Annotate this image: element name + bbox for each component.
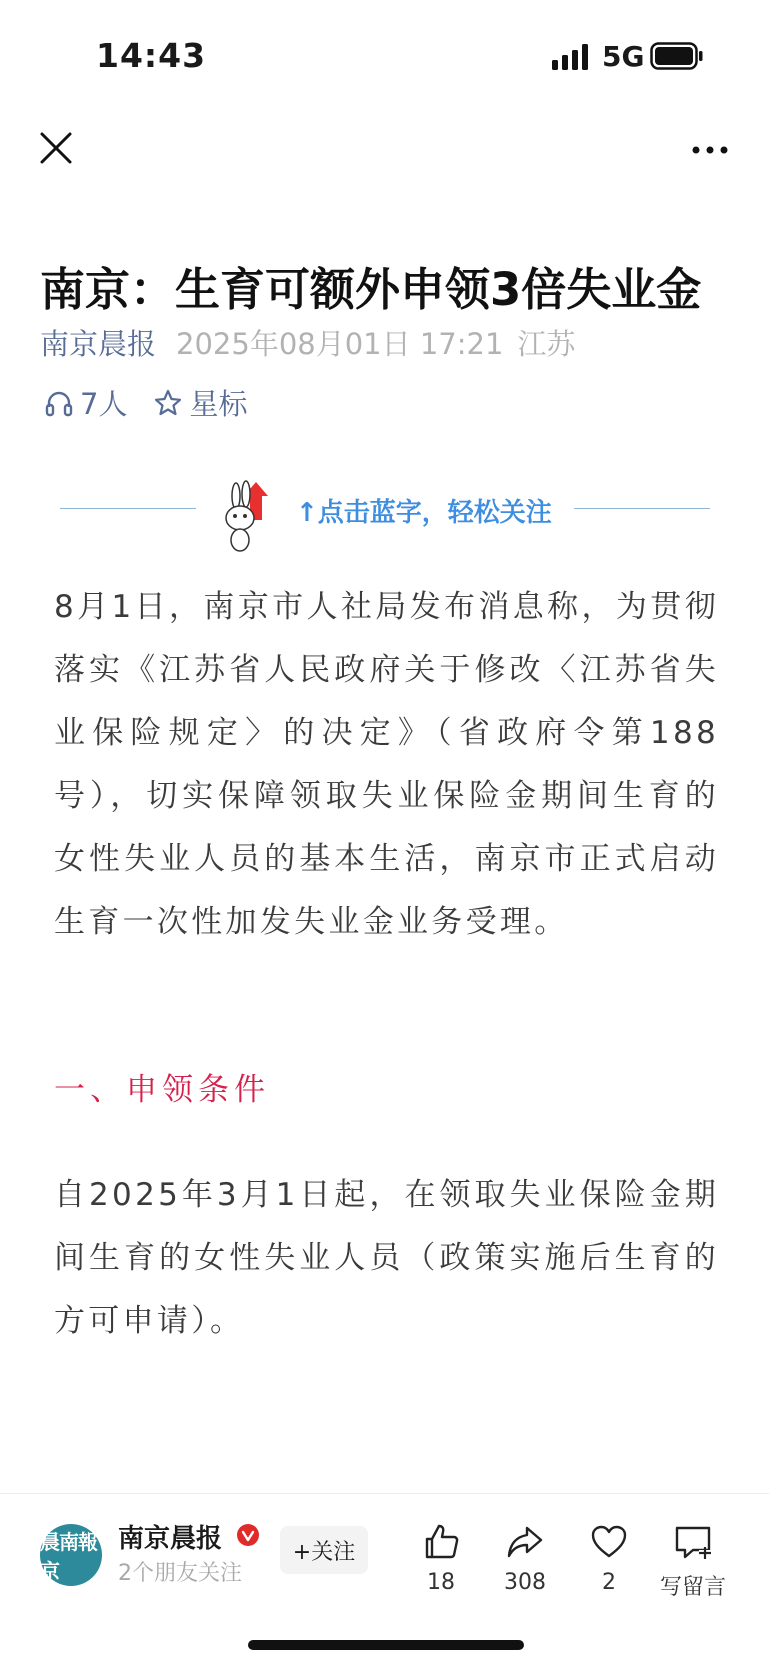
section-title: 一、申领条件	[54, 1072, 270, 1108]
comment-button[interactable]	[648, 1522, 738, 1601]
listener-count[interactable]: 7人	[80, 387, 128, 421]
share-count: 308	[504, 1570, 546, 1595]
paragraph-intro: 8月1日，南京市人社局发布消息称，为贯彻落实《江苏省人民政府关于修改〈江苏省失业保险规定〉的决定》（省政府令第188号），切实保障领取失业保险金期间生育的女性失业人员的基本生活，南京市正式启动生育一次性加发失业金业务受理。	[54, 589, 719, 940]
headphones-icon[interactable]	[44, 388, 74, 418]
account-name[interactable]: 南京晨报	[118, 1524, 223, 1554]
bottom-action-bar	[0, 1493, 769, 1666]
status-bar	[0, 0, 769, 110]
source-link[interactable]: 南京晨报	[40, 327, 157, 361]
like-count: 18	[427, 1570, 455, 1595]
region-label: 江苏	[517, 327, 576, 361]
rabbit-mascot-icon	[218, 476, 278, 556]
avatar[interactable]: 晨南報京	[40, 1524, 102, 1586]
share-button[interactable]	[480, 1522, 570, 1595]
paragraph-conditions: 自2025年3月1日起，在领取失业保险金期间生育的女性失业人员（政策实施后生育的方可申请）。	[54, 1177, 719, 1339]
thumbs-up-icon	[421, 1522, 461, 1562]
listen-row	[44, 382, 247, 423]
verified-icon	[236, 1523, 260, 1547]
article-title: 南京：生育可额外申领3倍失业金	[40, 263, 702, 317]
comment-icon	[673, 1522, 713, 1562]
favorite-button[interactable]	[564, 1522, 654, 1595]
article-meta	[40, 322, 575, 363]
heart-icon	[589, 1522, 629, 1562]
share-icon	[505, 1522, 545, 1562]
publish-date: 2025年08月01日 17:21	[176, 327, 504, 361]
divider-right	[574, 508, 710, 509]
favorite-count: 2	[602, 1570, 616, 1595]
star-label: 星标	[189, 387, 248, 421]
top-nav	[0, 120, 769, 180]
battery-icon	[650, 42, 704, 70]
signal-icon	[552, 44, 590, 70]
friends-follow-text: 2个朋友关注	[118, 1561, 242, 1586]
network-label: 5G	[602, 40, 645, 73]
divider-left	[60, 508, 196, 509]
like-button[interactable]	[396, 1522, 486, 1595]
follow-button[interactable]: +关注	[280, 1526, 368, 1574]
star-icon	[153, 388, 183, 418]
home-indicator	[248, 1640, 524, 1650]
more-icon[interactable]	[690, 140, 734, 160]
status-time: 14:43	[96, 36, 207, 75]
close-icon[interactable]	[38, 130, 78, 170]
follow-banner[interactable]	[60, 476, 710, 556]
follow-banner-text: ↑点击蓝字，轻松关注	[296, 498, 552, 528]
comment-label: 写留言	[659, 1575, 726, 1600]
star-button[interactable]	[153, 382, 247, 423]
